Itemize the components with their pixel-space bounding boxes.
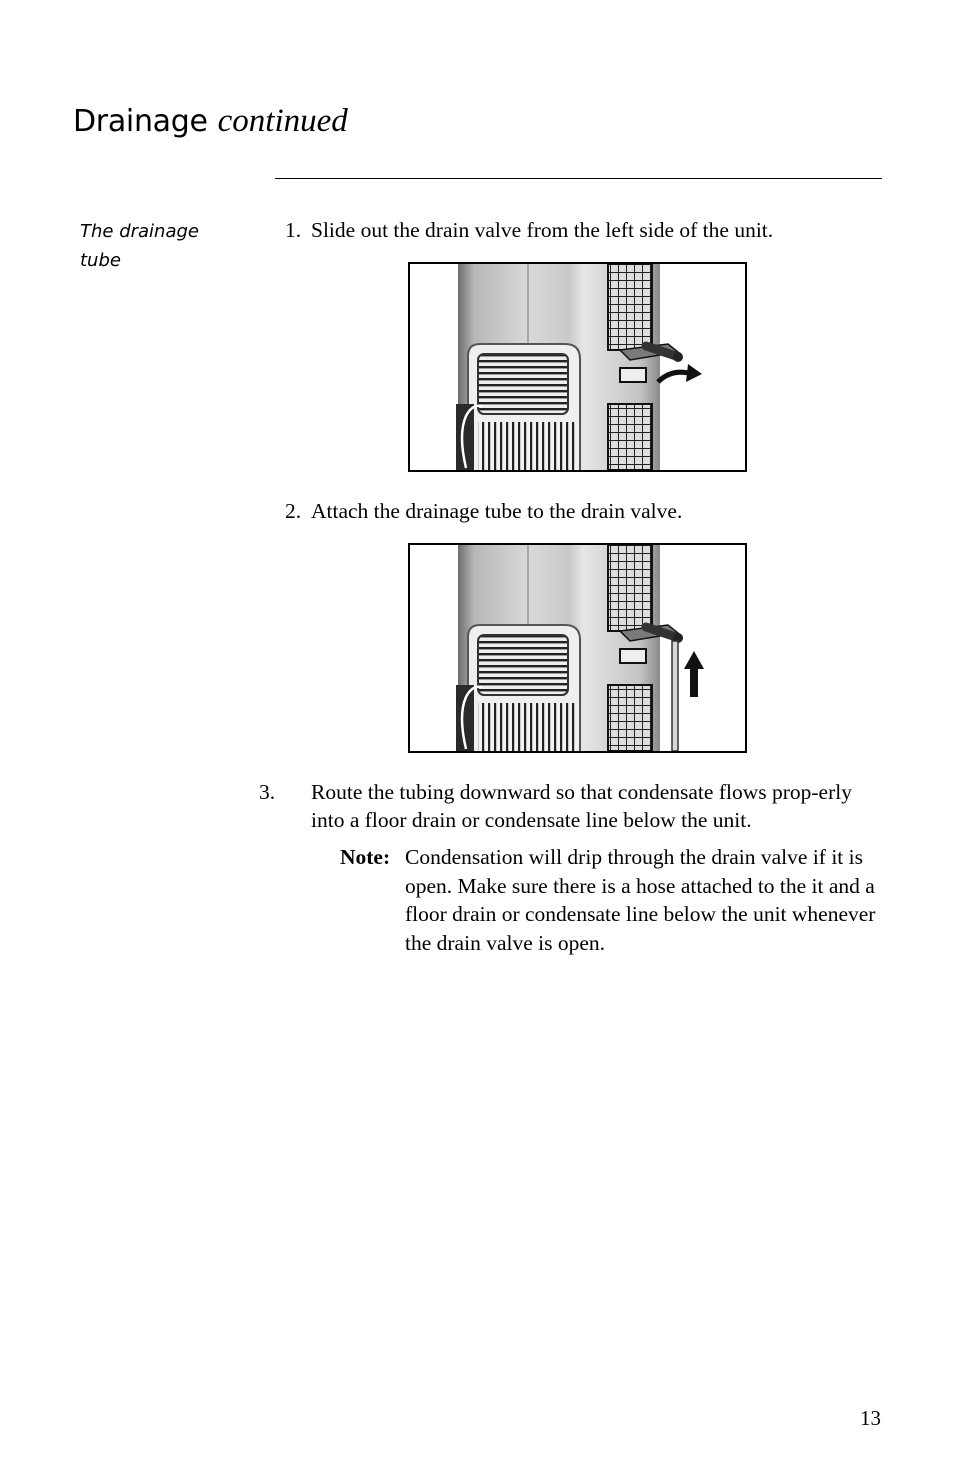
figure-attach-drainage-tube bbox=[408, 543, 747, 753]
step-3 bbox=[259, 778, 883, 834]
step-number: 1. bbox=[285, 218, 302, 242]
figure-slide-out-drain-valve bbox=[408, 262, 747, 472]
unit-illustration bbox=[410, 545, 745, 751]
note-text: Condensation will drip through the drain valve if it is open. Make sure there is a hose attached to the it and a floor drain or condensate line below the unit whenever the drain valve is open. bbox=[405, 845, 876, 955]
note-block bbox=[340, 843, 885, 957]
page-number: 13 bbox=[860, 1406, 881, 1430]
section-label: The drainage tube bbox=[80, 221, 199, 271]
step-number: 3. bbox=[259, 780, 276, 804]
step-text: Attach the drainage tube to the drain valve. bbox=[311, 499, 683, 523]
step-2 bbox=[285, 497, 885, 525]
step-text: Slide out the drain valve from the left side of the unit. bbox=[311, 218, 774, 242]
title-main: Drainage bbox=[73, 104, 208, 139]
title-suffix: continued bbox=[217, 103, 348, 139]
step-text: Route the tubing downward so that condensate flows prop-erly into a floor drain or condensate line below the unit. bbox=[311, 780, 852, 832]
step-1 bbox=[285, 216, 885, 244]
note-label: Note: bbox=[340, 845, 391, 869]
section-divider bbox=[275, 178, 882, 179]
page-title bbox=[73, 104, 348, 138]
step-number: 2. bbox=[285, 499, 302, 523]
unit-illustration bbox=[410, 264, 745, 470]
